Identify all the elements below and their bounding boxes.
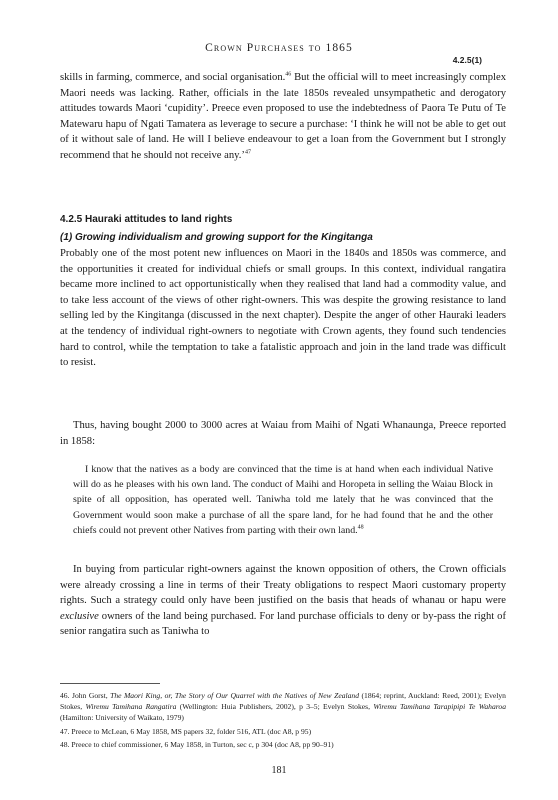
paragraph-1-text-b: But the official will to meet increasingly complex Maori needs was lacking. Rather, officials in the late 1850s revealed unsympathetic and derogatory attitudes towards Maori ‘cupidity’. Preece even proposed to use the indebtedness of Paora Te Putu of Te Matewaru hapu of Ngati Tamatera as leverage to secure a purchase: ‘I think he will not be able to get out of it without sale of land. He will I believe endeavour to get a loan from the Government but I strongly recommend that he should not receive any.’ — [60, 72, 507, 161]
page-number: 181 — [271, 765, 287, 776]
footnote-46-text-c: (1864; reprint, Auckland: Reed, 2001); Evelyn Stokes, — [60, 691, 506, 712]
footnotes — [60, 690, 506, 752]
footnote-ref-47[interactable]: 47 — [244, 149, 251, 156]
footnote-46-text-g: (Hamilton: University of Waikato, 1979) — [60, 713, 184, 723]
section-heading: 4.2.5 Hauraki attitudes to land rights — [60, 214, 233, 225]
footnote-ref-48[interactable]: 48 — [357, 524, 364, 531]
footnote-46-text-e: (Wellington: Huia Publishers, 2002), p 3–5; Evelyn Stokes, — [176, 702, 374, 712]
running-head: Crown Purchases to 1865 — [205, 42, 353, 54]
footnote-46 — [60, 690, 506, 724]
footnote-divider — [60, 683, 160, 684]
footnote-48-number: 48. — [60, 739, 70, 749]
footnote-46-title-3: Wiremu Tamihana Tarapipipi Te Waharoa — [373, 702, 507, 712]
footnote-ref-46[interactable]: 46 — [285, 71, 292, 78]
paragraph-3 — [60, 418, 506, 449]
paragraph-3-text: Thus, having bought 2000 to 3000 acres at Waiau from Maihi of Ngati Whanaunga, Preece reported in 1858: — [60, 420, 506, 447]
paragraph-2-text: Probably one of the most potent new influences on Maori in the 1840s and 1850s was commerce, and the opportunities it created for individual chiefs or small groups. In this context, individual rangatira became more inclined to act opportunistically when they realised that land had a commodity value, and to take less account of the views of other right-owners. This was despite the growing resistance to land selling led by the Kingitanga (discussed in the next chapter). Despite the anger of other Hauraki leaders at the tendency of individual right-owners to negotiate with Crown agents, they found such tendencies hard to control, while the temptation to take a fatalistic approach and join in the land trade was difficult to resist. — [60, 248, 506, 369]
footnote-47-number: 47. — [60, 726, 70, 736]
paragraph-4-text-a: In buying from particular right-owners against the known opposition of others, the Crown officials were already crossing a line in terms of their Treaty obligations to respect Maori customary property rights. Such a strategy could only have been justified on the basis that heads of whanau or hapu were — [60, 564, 506, 607]
paragraph-4-text-b: owners of the land being purchased. For land purchase officials to deny or by-pass the right of senior rangatira such as Taniwha to — [60, 610, 506, 638]
paragraph-1 — [60, 70, 506, 164]
paragraph-4-emphasis: exclusive — [60, 610, 99, 622]
section-subheading: (1) Growing individualism and growing support for the Kingitanga — [60, 232, 373, 243]
footnote-48-text: Preece to chief commissioner, 6 May 1858, in Turton, sec c, p 304 (doc A8, pp 90–91) — [69, 739, 334, 749]
footnote-46-title-1: The Maori King, or, The Story of Our Quarrel with the Natives of New Zealand — [110, 691, 360, 700]
footnote-47-text: Preece to McLean, 6 May 1858, MS papers 32, folder 516, ATL (doc A8, p 95) — [69, 726, 312, 736]
paragraph-2 — [60, 246, 506, 371]
section-reference: 4.2.5(1) — [452, 55, 482, 65]
footnote-46-title-2: Wiremu Tamihana Rangatira — [85, 702, 177, 712]
footnote-48 — [60, 739, 506, 750]
paragraph-4 — [60, 562, 506, 640]
block-quote-text: I know that the natives as a body are convinced that the time is at hand when each individual Native will do as he pleases with his own land. The conduct of Maihi and Horopeta in selling the Waiau Block in spite of all opposition, has operated well. Taniwha told me lately that he was convinced that the Government would soon make a purchase of all the spare land, for he had found that he and the other chiefs could not prevent other Natives from parting with their own land. — [73, 464, 493, 536]
footnote-46-number: 46. — [60, 691, 70, 700]
footnote-47 — [60, 726, 506, 737]
footnote-46-text-a: John Gorst, — [69, 691, 111, 700]
block-quote — [73, 462, 493, 538]
paragraph-1-text-a: skills in farming, commerce, and social organisation. — [60, 72, 286, 83]
